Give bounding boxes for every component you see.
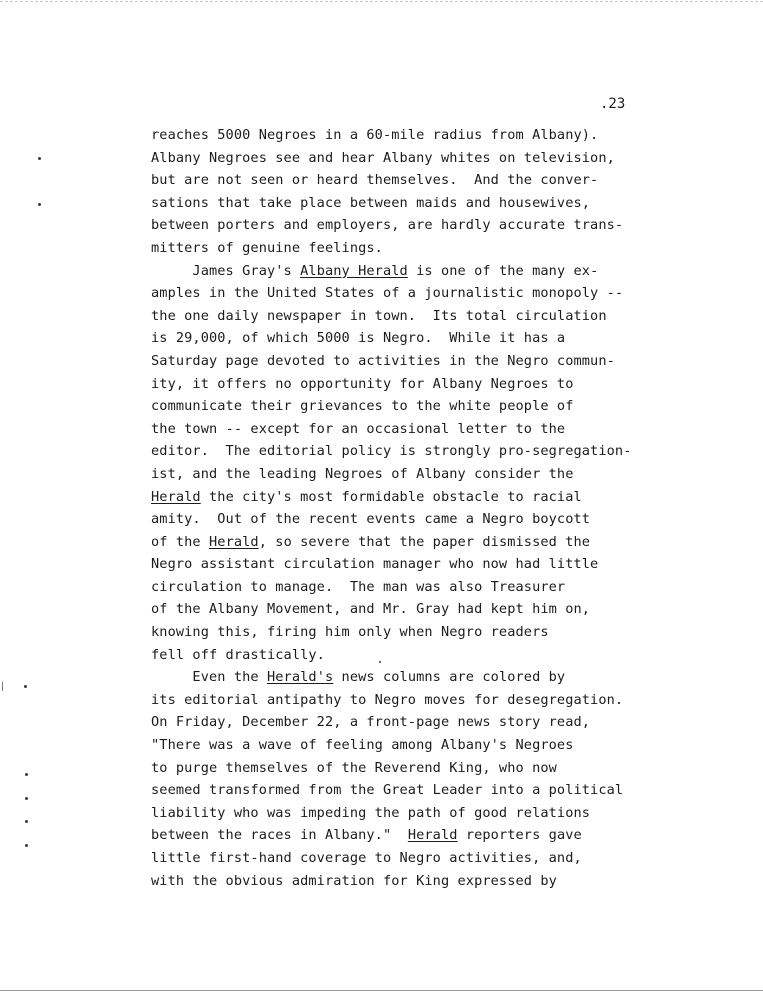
text-line [151, 418, 691, 441]
text-segment: of the Albany Movement, and Mr. Gray had kept him on, [151, 601, 591, 618]
text-segment: the city's most formidable obstacle to racial [200, 488, 582, 505]
text-line [151, 531, 691, 554]
text-segment: "There was a wave of feeling among Albany's Negroes [151, 737, 574, 754]
text-line [151, 350, 691, 373]
text-line [151, 666, 691, 689]
underlined-title: Herald [209, 533, 259, 550]
text-line [151, 847, 691, 870]
text-line [151, 395, 691, 418]
text-segment: the town -- except for an occasional letter to the [151, 420, 566, 437]
text-line [151, 147, 691, 170]
underlined-title: Herald [151, 488, 201, 505]
text-line [151, 734, 691, 757]
text-segment: amity. Out of the recent events came a Negro boycott [151, 511, 591, 528]
text-segment: is 29,000, of which 5000 is Negro. While it has a [151, 330, 566, 347]
scan-mark [2, 682, 3, 691]
text-segment: Negro assistant circulation manager who now had little [151, 556, 599, 573]
text-segment: James Gray's [151, 262, 301, 279]
text-line [151, 621, 691, 644]
text-line [151, 440, 691, 463]
text-line [151, 486, 691, 509]
text-segment: the one daily newspaper in town. Its total circulation [151, 307, 607, 324]
text-line [151, 124, 691, 147]
underlined-title: Herald [407, 827, 458, 844]
text-segment: liability who was impeding the path of good relations [151, 804, 591, 821]
text-line [151, 373, 691, 396]
text-segment: knowing this, firing him only when Negro readers [151, 624, 549, 641]
scan-speck [379, 661, 381, 663]
top-edge-rule [0, 1, 763, 2]
text-segment: mitters of genuine feelings. [151, 239, 383, 256]
scan-speck [25, 844, 28, 847]
text-line [151, 553, 691, 576]
text-line [151, 282, 691, 305]
text-line [151, 463, 691, 486]
text-line [151, 214, 691, 237]
text-line [151, 644, 691, 667]
text-segment: fell off drastically. [151, 646, 325, 663]
text-line [151, 711, 691, 734]
scan-speck [38, 157, 41, 160]
text-segment: of the [151, 533, 209, 550]
bottom-edge-rule [0, 990, 763, 991]
scan-speck [25, 797, 28, 800]
text-segment: is one of the many ex- [407, 262, 599, 279]
text-line [151, 598, 691, 621]
text-line [151, 757, 691, 780]
text-line [151, 305, 691, 328]
text-segment: reporters gave [457, 827, 582, 844]
text-line [151, 689, 691, 712]
text-segment: circulation to manage. The man was also Treasurer [151, 578, 566, 595]
scan-speck [25, 820, 28, 823]
text-segment: to purge themselves of the Reverend King, who now [151, 759, 557, 776]
text-segment: communicate their grievances to the white people of [151, 398, 574, 415]
text-line [151, 260, 691, 283]
text-segment: reaches 5000 Negroes in a 60-mile radius from Albany). [151, 127, 599, 143]
text-line [151, 802, 691, 825]
scan-speck [25, 773, 28, 776]
underlined-title: Albany Herald [300, 262, 408, 279]
text-line [151, 576, 691, 599]
text-line [151, 824, 691, 847]
text-segment: On Friday, December 22, a front-page news story read, [151, 714, 591, 731]
text-segment: Albany Negroes see and hear Albany whites on television, [151, 149, 615, 166]
text-line [151, 169, 691, 192]
text-line [151, 779, 691, 802]
text-line [151, 870, 691, 893]
text-segment: sations that take place between maids and housewives, [151, 194, 591, 211]
text-segment: with the obvious admiration for King expressed by [151, 872, 557, 889]
scan-speck [24, 685, 27, 688]
text-segment: editor. The editorial policy is strongly pro-segregation- [151, 443, 632, 460]
text-line [151, 327, 691, 350]
text-segment: , so severe that the paper dismissed the [258, 533, 591, 550]
body-text [151, 124, 691, 892]
text-segment: but are not seen or heard themselves. And the conver- [151, 172, 599, 189]
text-segment: ist, and the leading Negroes of Albany consider the [151, 465, 574, 482]
text-line [151, 508, 691, 531]
text-line [151, 192, 691, 215]
text-segment: ity, it offers no opportunity for Albany Negroes to [151, 375, 574, 392]
text-segment: Even the [151, 669, 267, 686]
text-line [151, 237, 691, 260]
text-segment: between porters and employers, are hardly accurate trans- [151, 217, 624, 234]
scan-speck [38, 203, 41, 206]
text-segment: little first-hand coverage to Negro activities, and, [151, 850, 582, 866]
text-segment: between the races in Albany." [151, 827, 408, 844]
text-segment: its editorial antipathy to Negro moves for desegregation. [151, 691, 624, 708]
text-segment: news columns are colored by [333, 669, 566, 686]
text-segment: seemed transformed from the Great Leader into a political [151, 782, 624, 799]
underlined-title: Herald's [266, 669, 334, 686]
text-segment: amples in the United States of a journalistic monopoly -- [151, 285, 624, 302]
text-segment: Saturday page devoted to activities in the Negro commun- [151, 352, 615, 369]
page-number: .23 [600, 96, 626, 112]
